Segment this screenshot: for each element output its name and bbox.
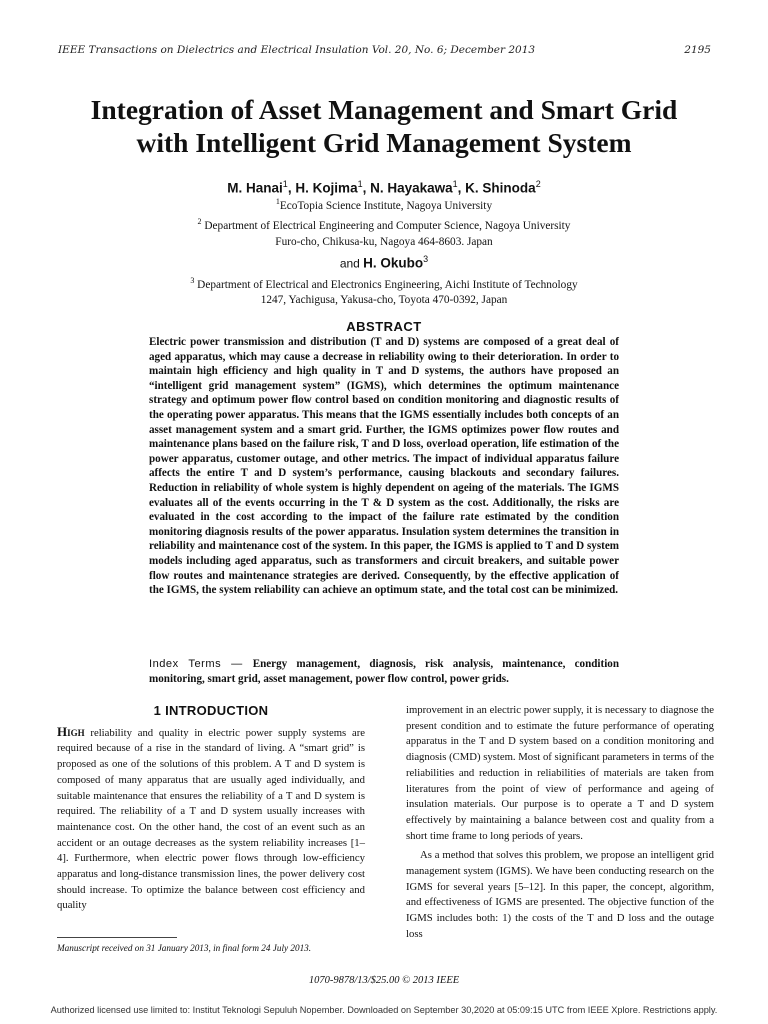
author-name: M. Hanai: [227, 180, 283, 196]
affiliation-mark: 3: [190, 276, 195, 285]
affiliation-text: Department of Electrical and Electronics Engineering, Aichi Institute of Technology: [194, 278, 578, 291]
page-number: 2195: [684, 44, 711, 56]
intro-paragraph-2: As a method that solves this problem, we propose an intelligent grid management system (IGMS). We have been conducting research on the IGMS for several years [5–12]. In this paper, the concept, algorithm, and effectiveness of IGMS are presented. The objective function of the IGMS includes both: 1) the costs of the T and D loss and the outage loss: [406, 849, 714, 940]
author-affiliation-mark: 1: [357, 179, 363, 189]
journal-citation: IEEE Transactions on Dielectrics and Electrical Insulation Vol. 20, No. 6; December 2013: [58, 44, 536, 56]
affiliation-2: [60, 214, 708, 234]
manuscript-footnote: Manuscript received on 31 January 2013, in final form 24 July 2013.: [57, 943, 312, 953]
index-terms-label: Index Terms —: [149, 658, 253, 670]
title-line-1: Integration of Asset Management and Smart Grid: [90, 94, 678, 125]
author-name: , H. Kojima: [287, 180, 358, 196]
intro-paragraph-1-continued: improvement in an electric power supply, it is necessary to diagnose the present condition and to estimate the future performance of operating apparatus in the T and D system based on a condition monitoring and diagnosis (CMD) system. Most of significant parameters in terms of the reliabilities and reduction in reliabilities of materials are taken from literatures from the point of view of performance and ageing of insulation materials. Our purpose is to operate a T and D system effectively by maintaining a balance between cost and quality from a short time frame to long periods of years.: [406, 704, 714, 842]
paper-title: [60, 93, 708, 159]
license-notice: Authorized licensed use limited to: Institut Teknologi Sepuluh Nopember. Downloaded on September 30,2020 at 05:09:15 UTC from IEEE Xplore. Restrictions apply.: [50, 1005, 718, 1015]
author-affiliation-mark: 3: [423, 254, 429, 264]
right-column: [406, 703, 714, 943]
affiliation-3-address: 1247, Yachigusa, Yakusa-cho, Toyota 470-0392, Japan: [260, 294, 508, 307]
and-word: and: [339, 256, 364, 271]
author-affiliation-mark: 2: [535, 179, 541, 189]
author-name: H. Okubo: [363, 255, 424, 271]
index-terms: [149, 657, 619, 686]
affiliation-mark: 2: [197, 217, 202, 227]
affiliation-3: [60, 273, 708, 293]
section-heading-introduction: 1 INTRODUCTION: [153, 703, 269, 718]
affiliation-1: [60, 194, 708, 214]
copyright-line: 1070-9878/13/$25.00 © 2013 IEEE: [308, 975, 460, 986]
index-terms-list: Energy management, diagnosis, risk analysis, maintenance, condition monitoring, smart grid, asset management, power flow control, power grids.: [149, 658, 619, 685]
left-column: [57, 703, 365, 914]
additional-author: [60, 254, 708, 271]
affiliation-mark: 1: [275, 197, 280, 206]
affiliation-text: Department of Electrical Engineering and Computer Science, Nagoya University: [201, 220, 571, 233]
intro-paragraph-1: [57, 724, 365, 914]
drop-cap-word: High: [57, 723, 85, 739]
author-affiliation-mark: 1: [452, 179, 458, 189]
affiliation-text: EcoTopia Science Institute, Nagoya University: [279, 199, 493, 212]
author-name: , K. Shinoda: [457, 180, 536, 196]
author-affiliation-mark: 1: [282, 179, 288, 189]
affiliation-2-address: Furo-cho, Chikusa-ku, Nagoya 464-8603. Japan: [275, 235, 493, 248]
affiliations-block-2: [60, 273, 708, 309]
affiliations-block-1: [60, 194, 708, 250]
abstract-text: Electric power transmission and distribution (T and D) systems are composed of a great deal of aged apparatus, which may cause a decrease in reliability owing to their deterioration. In order to maintain high efficiency and high quality in T and D systems, the authors have proposed an “intelligent grid management system” (IGMS), which determines the optimum maintenance strategy and optimum power flow control based on condition monitoring and diagnostic results of the operating power apparatus. This means that the IGMS essentially includes both concepts of an asset management system and a smart grid. Further, the IGMS optimizes power flow routes and maintenance plans based on the failure risk, T and D loss, overload operation, life estimation of the power apparatus, customer outage, and other metrics. The impact of individual apparatus failure affects the entire T and D system’s performance, causing blackouts and secondary failures. Reduction in reliability of whole system is highly dependent on ageing of the materials. The IGMS evaluates all of the events occurring in the T & D system as the cost. Additionally, the risks are evaluated in the cost according to the impact of the failure rate estimated by the condition monitoring diagnosis results of the power apparatus. Insulation system determines the transition in reliability and maintenance cost of the system. In this paper, the IGMS is applied to T and D system models including aged apparatus, such as transformers and circuit breakers, and suitable power flow routes and maintenance strategies are derived. Consequently, by the effective application of the IGMS, the system reliability can achieve an optimum state, and the total cost can be minimized.: [149, 336, 619, 597]
footnote-divider: [57, 937, 177, 938]
paragraph-text: reliability and quality in electric power supply systems are required because of a rise in the standard of living. A “smart grid” is proposed as one of the solutions of this problem. A T and D system is composed of many apparatus that are usually aged individually, and suitable maintenance that ensures the reliability of a T and D system is required. The reliability of a T and D system usually increases with maintenance cost. On the other hand, the cost of an event such as an accident or an outage decreases as the system reliability increases [1–4]. Furthermore, when electric power flows through low-efficiency apparatus and long-distance transmission lines, the power delivery cost should increase. To optimize the balance between cost efficiency and quality: [57, 726, 365, 912]
abstract-heading: ABSTRACT: [346, 319, 422, 334]
title-line-2: with Intelligent Grid Management System: [136, 127, 632, 158]
author-name: , N. Hayakawa: [362, 180, 453, 196]
